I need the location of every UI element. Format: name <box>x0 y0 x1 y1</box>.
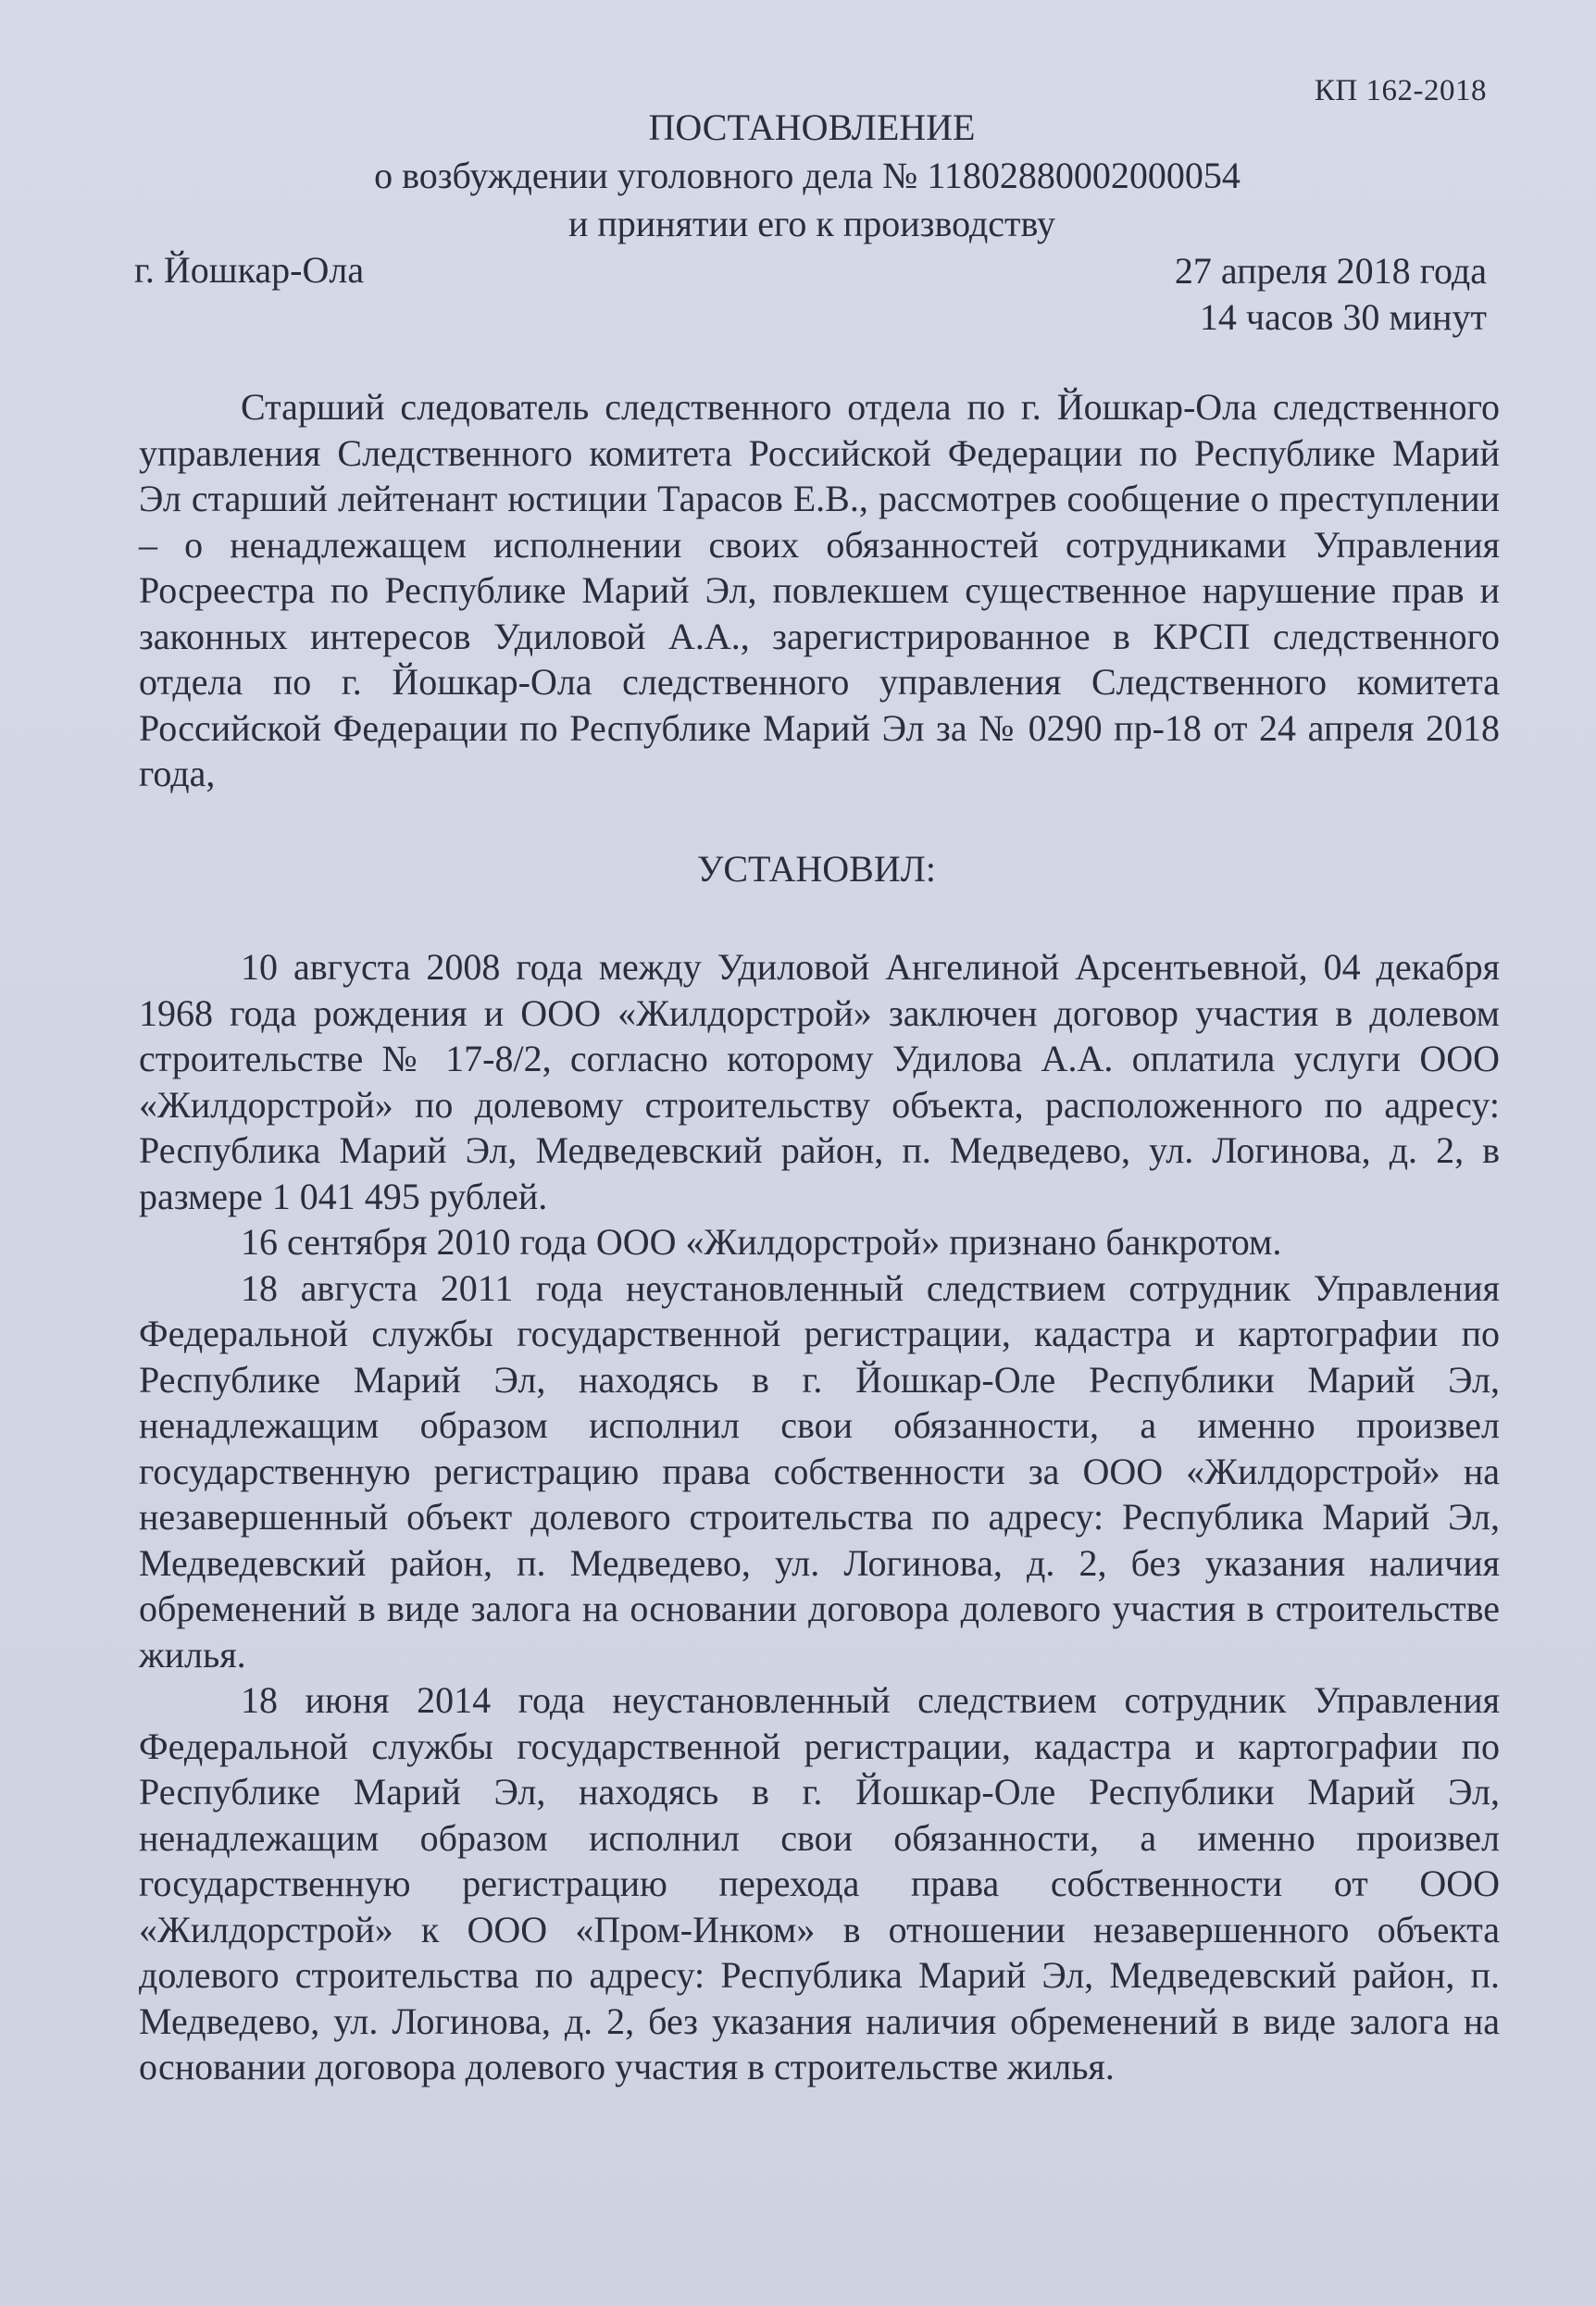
intro-section <box>139 384 1500 797</box>
document-datetime <box>1175 248 1487 341</box>
paragraph-registration-2011: 18 августа 2011 года неустановленный следствием сотрудник Управления Федеральной службы государственной регистрации, кадастра и картографии по Республике Марий Эл, находясь в г. Йошкар-Оле Республики Марий Эл, ненадлежащим образом исполнил свои обязанности, а именно произвел государственную регистрацию права собственности за ООО «Жилдорстрой» на незавершенный объект долевого строительства по адресу: Республика Марий Эл, Медведевский район, п. Медведево, ул. Логинова, д. 2, без указания наличия обременений в виде залога на основании договора долевого участия в строительстве жилья. <box>139 1266 1500 1676</box>
document-time: 14 часов 30 минут <box>1199 296 1487 338</box>
document-city: г. Йошкар-Ола <box>134 249 365 291</box>
title-block <box>0 104 1596 248</box>
intro-paragraph: Старший следователь следственного отдела по г. Йошкар-Ола следственного управления Следственного комитета Российской Федерации по Республике Марий Эл старший лейтенант юстиции Тарасов Е.В., рассмотрев сообщение о преступлении – о ненадлежащем исполнении своих обязанностей сотрудниками Управления Росреестра по Республике Марий Эл, повлекшем существенное нарушение прав и законных интересов Удиловой А.А., зарегистрированное в КРСП следственного отдела по г. Йошкар-Ола следственного управления Следственного комитета Российской Федерации по Республике Марий Эл за № 0290 пр-18 от 24 апреля 2018 года, <box>139 386 1500 794</box>
facts-section <box>139 944 1500 2090</box>
document-subtitle-line2: и принятии его к производству <box>567 203 1056 244</box>
section-heading: УСТАНОВИЛ: <box>697 848 936 890</box>
document-title: ПОСТАНОВЛЕНИЕ <box>648 106 976 148</box>
document-date: 27 апреля 2018 года <box>1174 250 1487 292</box>
paragraph-bankruptcy: 16 сентября 2010 года ООО «Жилдорстрой» признано банкротом. <box>241 1221 1282 1263</box>
document-code: КП 162-2018 <box>1314 74 1487 107</box>
paragraph-registration-2014: 18 июня 2014 года неустановленный следствием сотрудник Управления Федеральной службы государственной регистрации, кадастра и картографии по Республике Марий Эл, находясь в г. Йошкар-Оле Республики Марий Эл, ненадлежащим образом исполнил свои обязанности, а именно произвел государственную регистрацию перехода права собственности от ООО «Жилдорстрой» к ООО «Пром-Инком» в отношении незавершенного объекта долевого строительства по адресу: Республика Марий Эл, Медведевский район, п. Медведево, ул. Логинова, д. 2, без указания наличия обременений в виде залога на основании договора долевого участия в строительстве жилья. <box>139 1679 1500 2087</box>
paragraph-contract: 10 августа 2008 года между Удиловой Ангелиной Арсентьевной, 04 декабря 1968 года рождения и ООО «Жилдорстрой» заключен договор участия в долевом строительстве № 17-8/2, согласно которому Удилова А.А. оплатила услуги ООО «Жилдорстрой» по долевому строительству объекта, расположенного по адресу: Республика Марий Эл, Медведевский район, п. Медведево, ул. Логинова, д. 2, в размере 1 041 495 рублей. <box>139 946 1500 1217</box>
document-subtitle-line1: о возбуждении уголовного дела № 11802880002000054 <box>374 155 1241 196</box>
